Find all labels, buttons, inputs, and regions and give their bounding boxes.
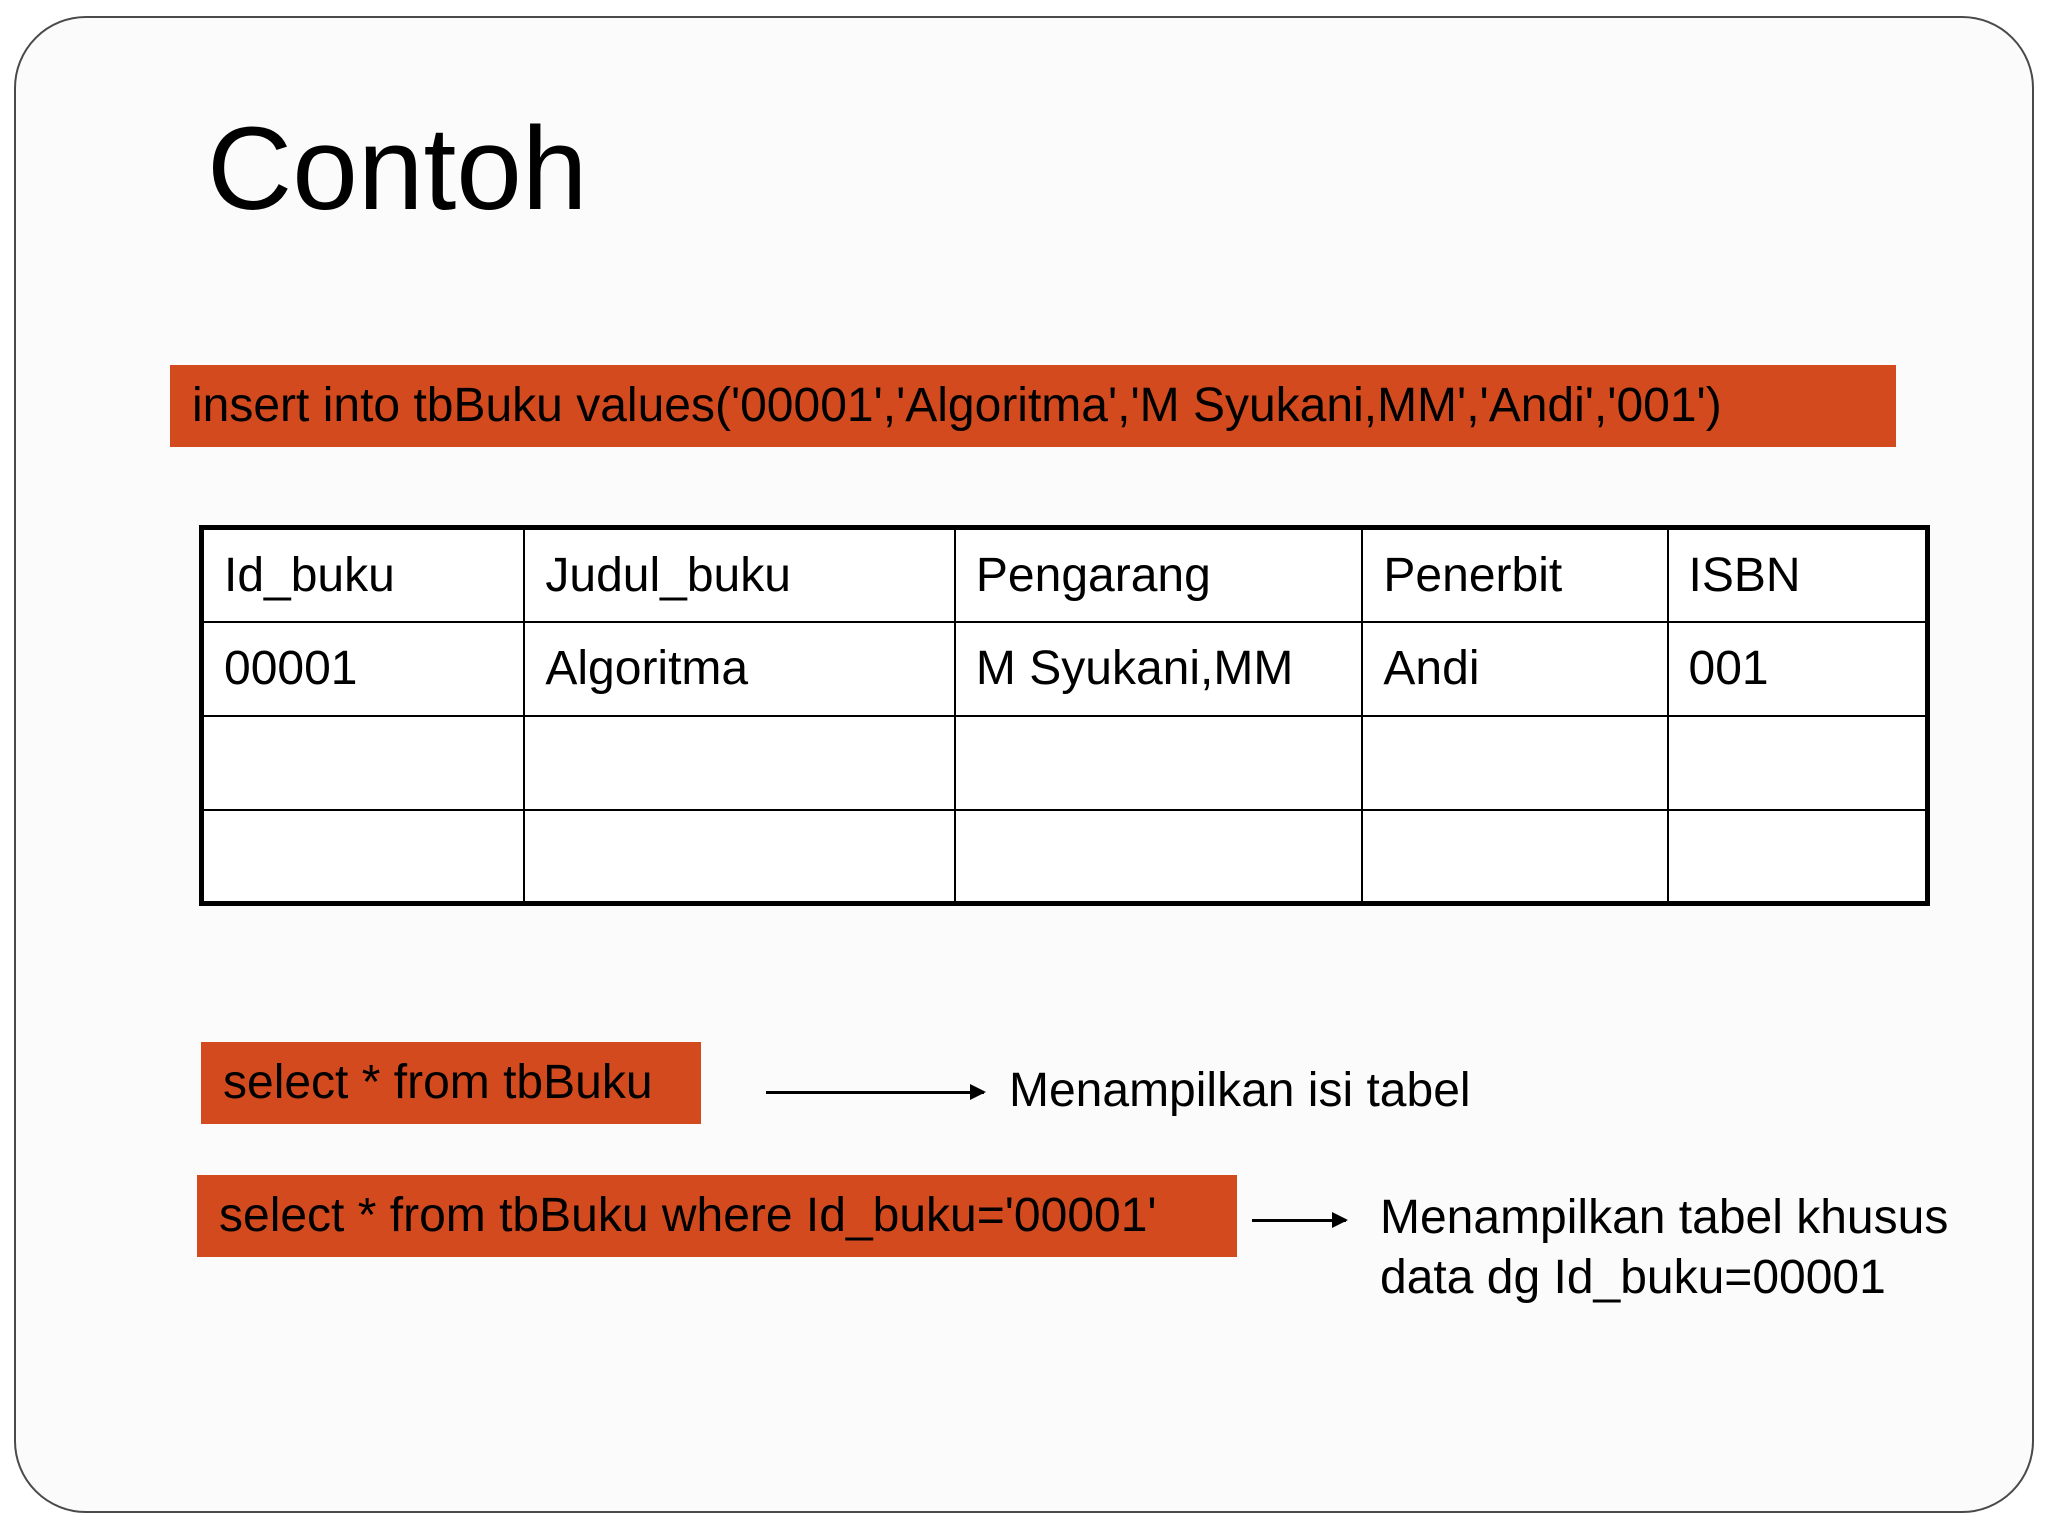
- table-header-cell: Penerbit: [1362, 528, 1667, 622]
- table-cell: [1668, 716, 1928, 810]
- select-where-description: [1380, 1188, 1948, 1308]
- sql-select-all-statement: select * from tbBuku: [201, 1042, 701, 1124]
- table-cell: [955, 716, 1363, 810]
- table-row: [202, 622, 1928, 716]
- table-row: [202, 716, 1928, 810]
- sql-insert-statement: insert into tbBuku values('00001','Algoritma','M Syukani,MM','Andi','001'): [170, 365, 1896, 447]
- table-header-cell: Pengarang: [955, 528, 1363, 622]
- table-cell: [1362, 810, 1667, 904]
- table-header-row: [202, 528, 1928, 622]
- table-cell: 001: [1668, 622, 1928, 716]
- table-header-cell: Id_buku: [202, 528, 525, 622]
- table-cell: [1668, 810, 1928, 904]
- table-cell: [524, 810, 955, 904]
- select-where-description-line: data dg Id_buku=00001: [1380, 1251, 1886, 1304]
- table-cell: [524, 716, 955, 810]
- table-header-cell: ISBN: [1668, 528, 1928, 622]
- table-cell: [1362, 716, 1667, 810]
- table-cell: 00001: [202, 622, 525, 716]
- table-cell: [202, 716, 525, 810]
- right-arrow-icon: [766, 1091, 984, 1094]
- table-cell: Andi: [1362, 622, 1667, 716]
- table-cell: M Syukani,MM: [955, 622, 1363, 716]
- table-cell: [202, 810, 525, 904]
- select-all-description: Menampilkan isi tabel: [1009, 1064, 1471, 1117]
- book-table: [199, 525, 1930, 906]
- table-cell: [955, 810, 1363, 904]
- table-header-cell: Judul_buku: [524, 528, 955, 622]
- table-row: [202, 810, 1928, 904]
- sql-select-where-statement: select * from tbBuku where Id_buku='00001': [197, 1175, 1237, 1257]
- select-where-description-line: Menampilkan tabel khusus: [1380, 1191, 1949, 1244]
- table-cell: Algoritma: [524, 622, 955, 716]
- slide-title: Contoh: [207, 103, 588, 235]
- right-arrow-icon: [1252, 1219, 1346, 1222]
